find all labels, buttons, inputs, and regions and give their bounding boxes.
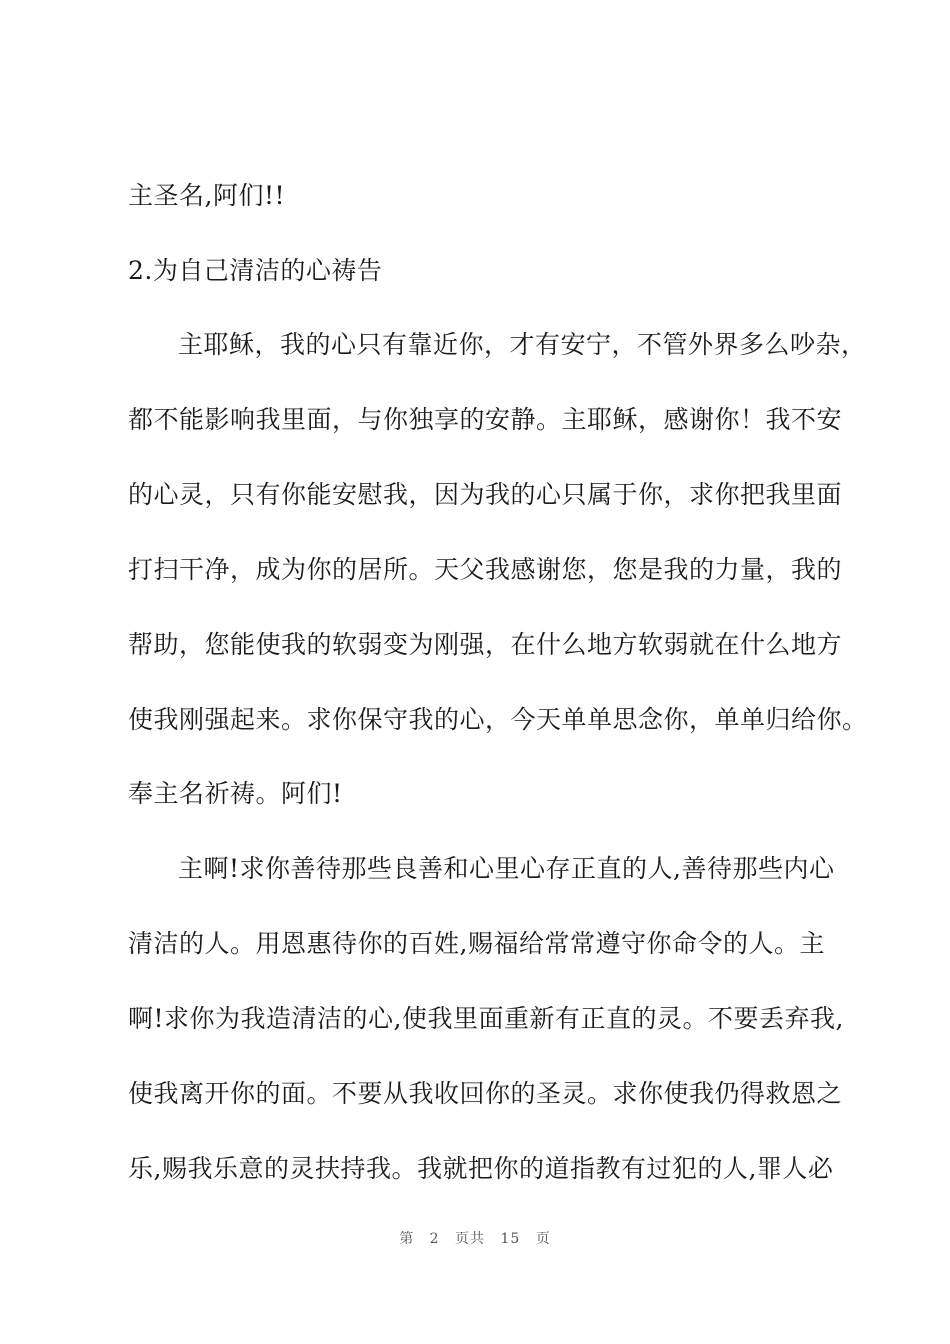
paragraph-line: 主啊!求你善待那些良善和心里心存正直的人,善待那些内心: [178, 854, 835, 883]
paragraph-line: 使我刚强起来。求你保守我的心，今天单单思念你，单单归给你。: [128, 705, 868, 734]
paragraph-line: 主耶稣，我的心只有靠近你，才有安宁，不管外界多么吵杂，: [178, 330, 867, 359]
paragraph-line: 使我离开你的面。不要从我收回你的圣灵。求你使我仍得救恩之: [128, 1079, 843, 1108]
paragraph-line: 打扫干净，成为你的居所。天父我感谢您，您是我的力量，我的: [128, 555, 843, 584]
paragraph-line: 帮助，您能使我的软弱变为刚强，在什么地方软弱就在什么地方: [128, 630, 843, 659]
paragraph-line: 乐,赐我乐意的灵扶持我。我就把你的道指教有过犯的人,罪人必: [128, 1154, 834, 1183]
page-number-footer: 第 2 页共 15 页: [399, 1231, 551, 1247]
paragraph-line: 奉主名祈祷。阿们!: [128, 779, 343, 808]
section-heading: 2.为自己清洁的心祷告: [128, 256, 383, 285]
paragraph-line: 清洁的人。用恩惠待你的百姓,赐福给常常遵守你命令的人。主: [128, 929, 825, 958]
paragraph-line: 的心灵，只有你能安慰我，因为我的心只属于你，求你把我里面: [128, 480, 843, 509]
text-line: 主圣名,阿们!!: [128, 181, 286, 210]
paragraph-line: 都不能影响我里面，与你独享的安静。主耶稣，感谢你！我不安: [128, 405, 843, 434]
paragraph-line: 啊!求你为我造清洁的心,使我里面重新有正直的灵。不要丢弃我,: [128, 1004, 844, 1033]
